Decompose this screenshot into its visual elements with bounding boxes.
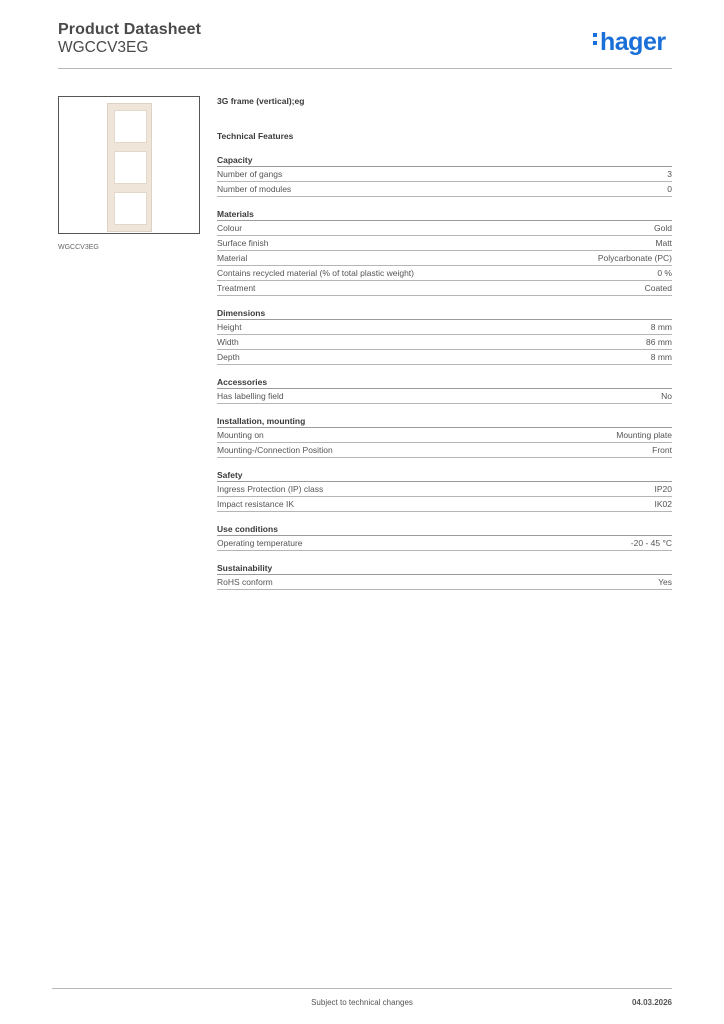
spec-label: Colour (217, 223, 243, 233)
spec-label: Surface finish (217, 238, 269, 248)
product-name: 3G frame (vertical);eg (217, 96, 305, 106)
frame-opening (114, 110, 147, 143)
spec-label: Mounting-/Connection Position (217, 445, 333, 455)
spec-sections (217, 154, 672, 590)
spec-row (217, 536, 672, 551)
spec-value: Mounting plate (616, 430, 672, 440)
image-caption: WGCCV3EG (58, 244, 99, 251)
spec-label: Ingress Protection (IP) class (217, 484, 324, 494)
hager-logo (593, 28, 666, 56)
spec-value: 3 (667, 169, 672, 179)
spec-section (217, 415, 672, 458)
spec-row (217, 320, 672, 335)
spec-row (217, 350, 672, 365)
spec-value: No (661, 391, 672, 401)
frame-opening (114, 192, 147, 225)
spec-label: RoHS conform (217, 577, 273, 587)
footer-note: Subject to technical changes (311, 998, 413, 1007)
section-title: Capacity (217, 154, 672, 167)
spec-section (217, 469, 672, 512)
section-title: Safety (217, 469, 672, 482)
spec-row (217, 281, 672, 296)
spec-section (217, 307, 672, 365)
page-title: Product Datasheet (58, 21, 202, 38)
spec-value: IP20 (654, 484, 672, 494)
spec-value: Polycarbonate (PC) (597, 253, 672, 263)
spec-row (217, 443, 672, 458)
spec-section (217, 154, 672, 197)
spec-label: Width (217, 337, 239, 347)
spec-value: IK02 (654, 499, 672, 509)
logo-text: hager (600, 28, 666, 56)
section-title: Dimensions (217, 307, 672, 320)
spec-row (217, 335, 672, 350)
section-title: Use conditions (217, 523, 672, 536)
section-title: Materials (217, 208, 672, 221)
footer-divider (52, 988, 672, 989)
spec-value: Matt (655, 238, 672, 248)
spec-section (217, 562, 672, 590)
spec-row (217, 482, 672, 497)
spec-value: Gold (654, 223, 672, 233)
spec-value: Yes (658, 577, 672, 587)
spec-row (217, 182, 672, 197)
frame-opening (114, 151, 147, 184)
header-divider (58, 68, 672, 69)
spec-value: 0 (667, 184, 672, 194)
spec-row (217, 575, 672, 590)
product-code-subtitle: WGCCV3EG (58, 39, 149, 56)
spec-label: Impact resistance IK (217, 499, 295, 509)
spec-row (217, 251, 672, 266)
section-title: Sustainability (217, 562, 672, 575)
product-image (58, 96, 200, 234)
spec-label: Treatment (217, 283, 256, 293)
spec-section (217, 208, 672, 296)
spec-label: Material (217, 253, 248, 263)
logo-dots-icon (593, 29, 598, 49)
spec-value: 8 mm (650, 322, 672, 332)
spec-row (217, 221, 672, 236)
section-title: Installation, mounting (217, 415, 672, 428)
spec-row (217, 428, 672, 443)
spec-label: Number of gangs (217, 169, 283, 179)
spec-label: Depth (217, 352, 240, 362)
features-heading: Technical Features (217, 131, 294, 141)
spec-label: Number of modules (217, 184, 292, 194)
spec-row (217, 266, 672, 281)
spec-row (217, 236, 672, 251)
section-title: Accessories (217, 376, 672, 389)
spec-content (217, 94, 672, 590)
spec-value: 0 % (657, 268, 672, 278)
spec-label: Operating temperature (217, 538, 303, 548)
spec-value: 8 mm (650, 352, 672, 362)
spec-value: 86 mm (646, 337, 672, 347)
spec-section (217, 376, 672, 404)
spec-label: Contains recycled material (% of total plastic weight) (217, 268, 414, 278)
spec-row (217, 167, 672, 182)
frame-illustration (107, 103, 152, 232)
spec-label: Mounting on (217, 430, 264, 440)
spec-value: Front (652, 445, 672, 455)
footer-date: 04.03.2026 (631, 998, 672, 1007)
spec-row (217, 389, 672, 404)
spec-label: Has labelling field (217, 391, 284, 401)
spec-row (217, 497, 672, 512)
spec-value: Coated (644, 283, 672, 293)
spec-label: Height (217, 322, 242, 332)
spec-section (217, 523, 672, 551)
spec-value: -20 - 45 °C (630, 538, 672, 548)
